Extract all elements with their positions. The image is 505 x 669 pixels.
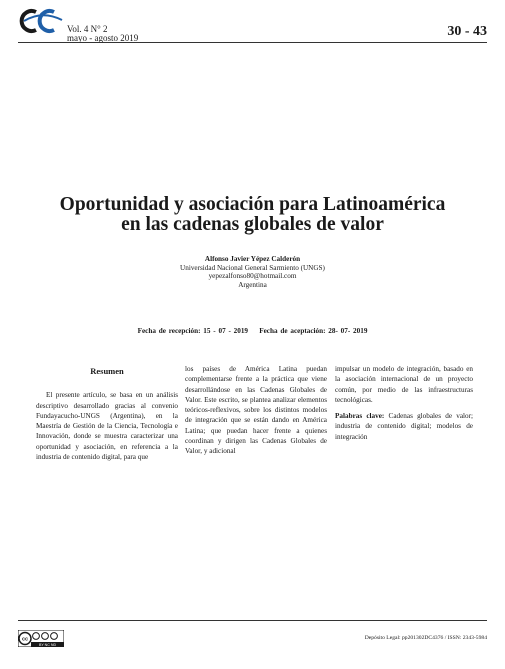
author-name: Alfonso Javier Yépez Calderón	[204, 255, 301, 263]
page-range: 30 - 43	[447, 24, 487, 39]
author-country: Argentina	[238, 280, 267, 289]
license-text: BY NC ND	[38, 643, 57, 647]
keywords	[335, 411, 473, 442]
keywords-text: Cadenas globales de valor; industria de contenido digital; modelos de integración	[335, 412, 473, 441]
abstract-column-2	[185, 364, 327, 457]
title-line-1: Oportunidad y asociación para Latinoamérica	[59, 194, 446, 215]
title-line-2: en las cadenas globales de valor	[121, 214, 384, 235]
author-affiliation: Universidad Nacional General Sarmiento (UNGS)	[180, 263, 325, 272]
header-divider	[18, 42, 487, 43]
abstract-text-3: impulsar un modelo de integración, basado en la asociación internacional de un proyecto común, por medio de las infraestructuras tecnológicas.	[335, 365, 473, 404]
keywords-label: Palabras clave:	[335, 412, 385, 421]
abstract-text-2: los países de América Latina puedan complementarse frente a la práctica que viene desarrollándose en las Cadenas Globales de Valor. Este escrito, se plantea analizar elementos teóricos-reflexivos, sobre los distintos modelos de integración que se están dando en América Latina; que puedan hacer frente a quienes coordinan y dirigen las Cadenas Globales de Valor, y adicional	[185, 365, 327, 456]
legal-deposit: Depósito Legal: pp201302DC4376 / ISSN: 2343-5984	[364, 635, 487, 641]
author-email: yepezalfonso80@hotmail.com	[208, 272, 297, 281]
author-block	[100, 255, 405, 289]
svg-text:cc: cc	[21, 636, 29, 643]
issue-info	[67, 25, 138, 43]
volume-number: Vol. 4 N° 2	[67, 24, 108, 34]
creative-commons-license-icon	[18, 630, 64, 647]
abstract-text-1: El presente artículo, se basa en un análisis descriptivo desarrollado gracias al convenio Fundayacucho-UNGS (Argentina), en la Maestría de Gestión de la Ciencia, Tecnología e Innovación, donde se muestra caracterizar una oportunidad y asociación, en referencia a la industria de contenido digital, para que	[36, 391, 178, 462]
footer-divider	[18, 620, 487, 621]
submission-dates: Fecha de recepción: 15 - 07 - 2019 Fecha de aceptación: 28- 07- 2019	[137, 327, 368, 335]
abstract-column-3	[335, 364, 473, 442]
abstract-column-1	[36, 364, 178, 462]
article-title	[30, 195, 475, 235]
journal-logo-icon	[18, 8, 66, 34]
abstract-heading: Resumen	[90, 366, 124, 376]
issue-period: mayo - agosto 2019	[67, 33, 139, 43]
